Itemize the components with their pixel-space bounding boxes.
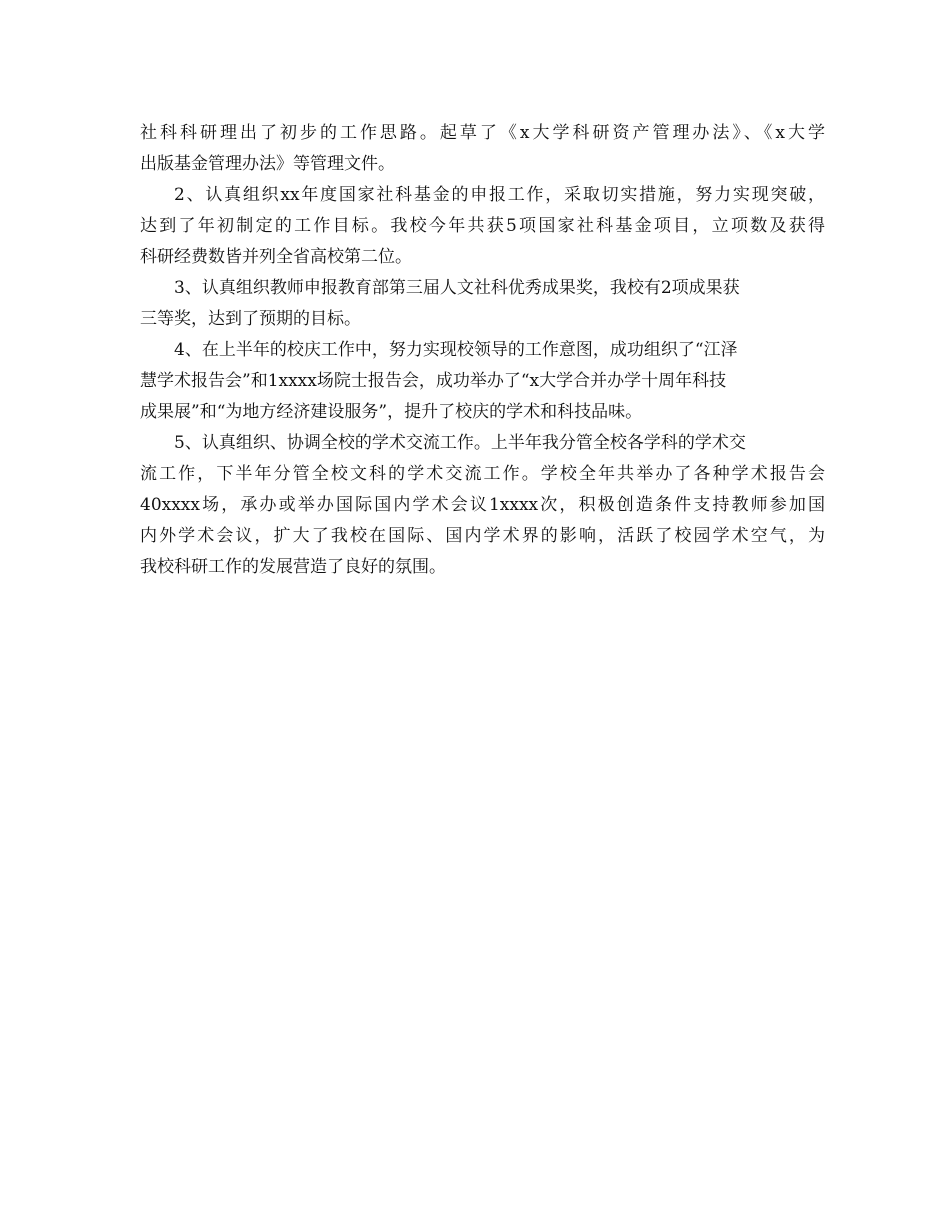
document-body [140,118,825,583]
paragraph-item-2 [140,180,825,273]
text-line: 2、认真组织xx年度国家社科基金的申报工作，采取切实措施，努力实现突破， [174,185,825,205]
text-line: 三等奖，达到了预期的目标。 [140,309,361,329]
text-line: 3、认真组织教师申报教育部第三届人文社科优秀成果奖，我校有2项成果获 [174,278,740,298]
paragraph-item-4 [140,335,825,428]
text-line: 成果展”和“为地方经济建设服务”，提升了校庆的学术和科技品味。 [140,402,643,422]
paragraph-item-3 [140,273,825,335]
text-line: 流工作，下半年分管全校文科的学术交流工作。学校全年共举办了各种学术报告会 [140,464,825,484]
text-line: 社科科研理出了初步的工作思路。起草了《x大学科研资产管理办法》、《x大学 [140,123,825,143]
text-line: 4、在上半年的校庆工作中，努力实现校领导的工作意图，成功组织了“江泽 [174,340,738,360]
text-line: 慧学术报告会”和1xxxx场院士报告会，成功举办了“x大学合并办学十周年科技 [140,371,727,391]
paragraph-continuation [140,118,825,180]
text-line: 40xxxx场，承办或举办国际国内学术会议1xxxx次，积极创造条件支持教师参加国 [140,495,825,515]
text-line: 达到了年初制定的工作目标。我校今年共获5项国家社科基金项目，立项数及获得 [140,216,825,236]
paragraph-item-5 [140,428,825,583]
text-line: 内外学术会议，扩大了我校在国际、国内学术界的影响，活跃了校园学术空气，为 [140,526,825,546]
text-line: 5、认真组织、协调全校的学术交流工作。上半年我分管全校各学科的学术交 [174,433,746,453]
text-line: 出版基金管理办法》等管理文件。 [140,154,395,174]
text-line: 我校科研工作的发展营造了良好的氛围。 [140,557,446,577]
text-line: 科研经费数皆并列全省高校第二位。 [140,247,412,267]
